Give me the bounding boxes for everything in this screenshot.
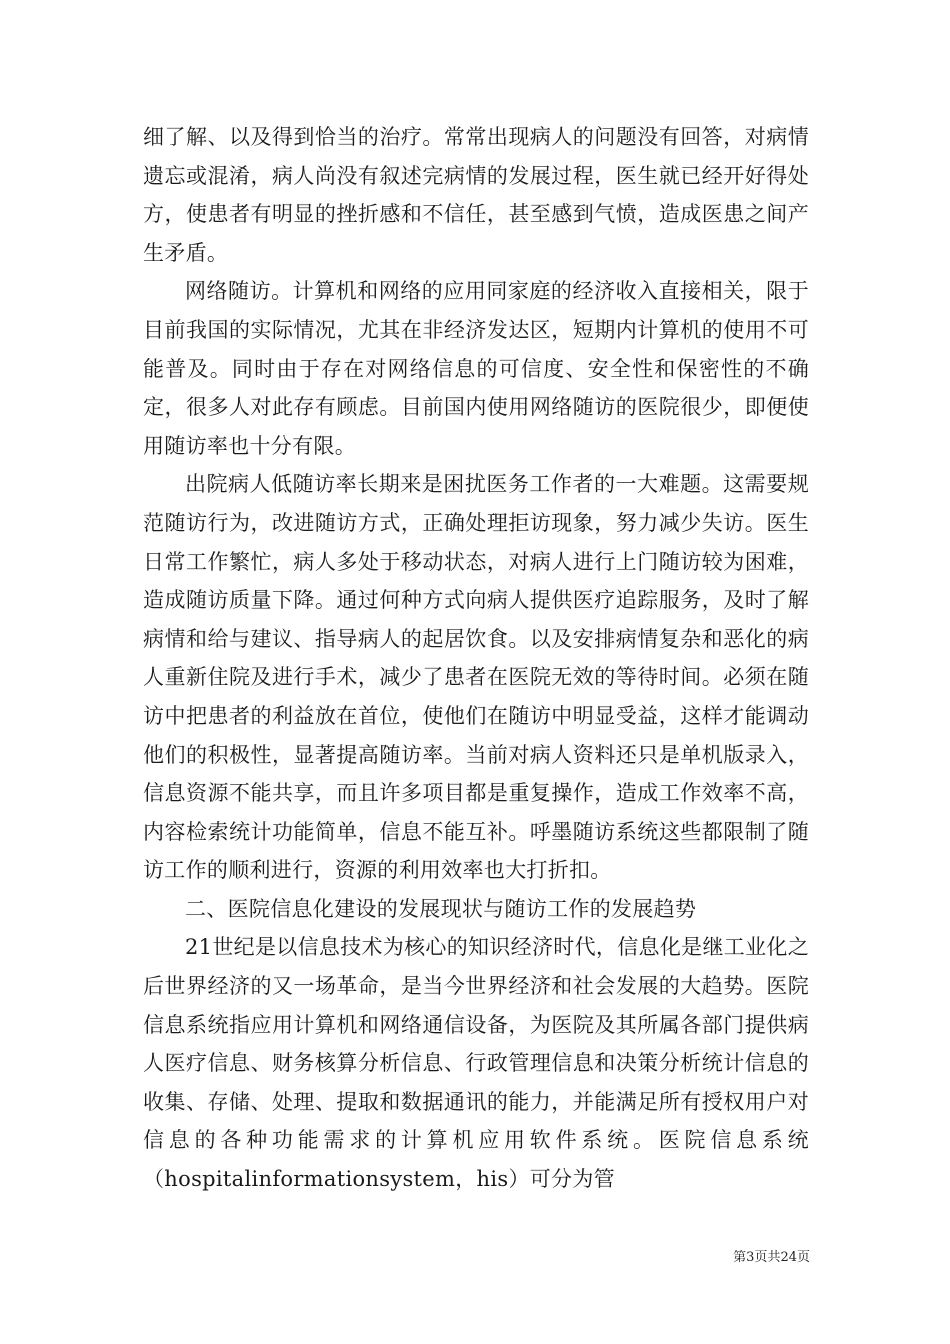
paragraph-2: 网络随访。计算机和网络的应用同家庭的经济收入直接相关，限于目前我国的实际情况，尤其在非经济发达区，短期内计算机的使用不可能普及。同时由于存在对网络信息的可信度、安全性和保密性的不确定，很多人对此存有顾虑。目前国内使用网络随访的医院很少，即便使用随访率也十分有限。 [143,279,809,458]
section-heading: 二、医院信息化建设的发展现状与随访工作的发展趋势 [185,896,697,921]
page-number-footer: 第3页共24页 [733,1250,810,1265]
paragraph-1: 细了解、以及得到恰当的治疗。常常出现病人的问题没有回答，对病情遗忘或混淆，病人尚没有叙述完病情的发展过程，医生就已经开好得处方，使患者有明显的挫折感和不信任，甚至感到气愤，造成医患之间产生矛盾。 [143,125,809,265]
paragraph-4: 21世纪是以信息技术为核心的知识经济时代，信息化是继工业化之后世界经济的又一场革命，是当今世界经济和社会发展的大趋势。医院信息系统指应用计算机和网络通信设备，为医院及其所属各部门提供病人医疗信息、财务核算分析信息、行政管理信息和决策分析统计信息的收集、存储、处理、提取和数据通讯的能力，并能满足所有授权用户对信息的各种功能需求的计算机应用软件系统。医院信息系统（hospitalinformationsystem，his）可分为管 [143,935,809,1192]
paragraph-3: 出院病人低随访率长期来是困扰医务工作者的一大难题。这需要规范随访行为，改进随访方式，正确处理拒访现象，努力减少失访。医生日常工作繁忙，病人多处于移动状态，对病人进行上门随访较为困难，造成随访质量下降。通过何种方式向病人提供医疗追踪服务，及时了解病情和给与建议、指导病人的起居饮食。以及安排病情复杂和恶化的病人重新住院及进行手术，减少了患者在医院无效的等待时间。必须在随访中把患者的利益放在首位，使他们在随访中明显受益，这样才能调动他们的积极性，显著提高随访率。当前对病人资料还只是单机版录入，信息资源不能共享，而且许多项目都是重复操作，造成工作效率不高，内容检索统计功能简单，信息不能互补。呼墨随访系统这些都限制了随访工作的顺利进行，资源的利用效率也大打折扣。 [143,472,809,883]
document-body [143,118,809,1199]
